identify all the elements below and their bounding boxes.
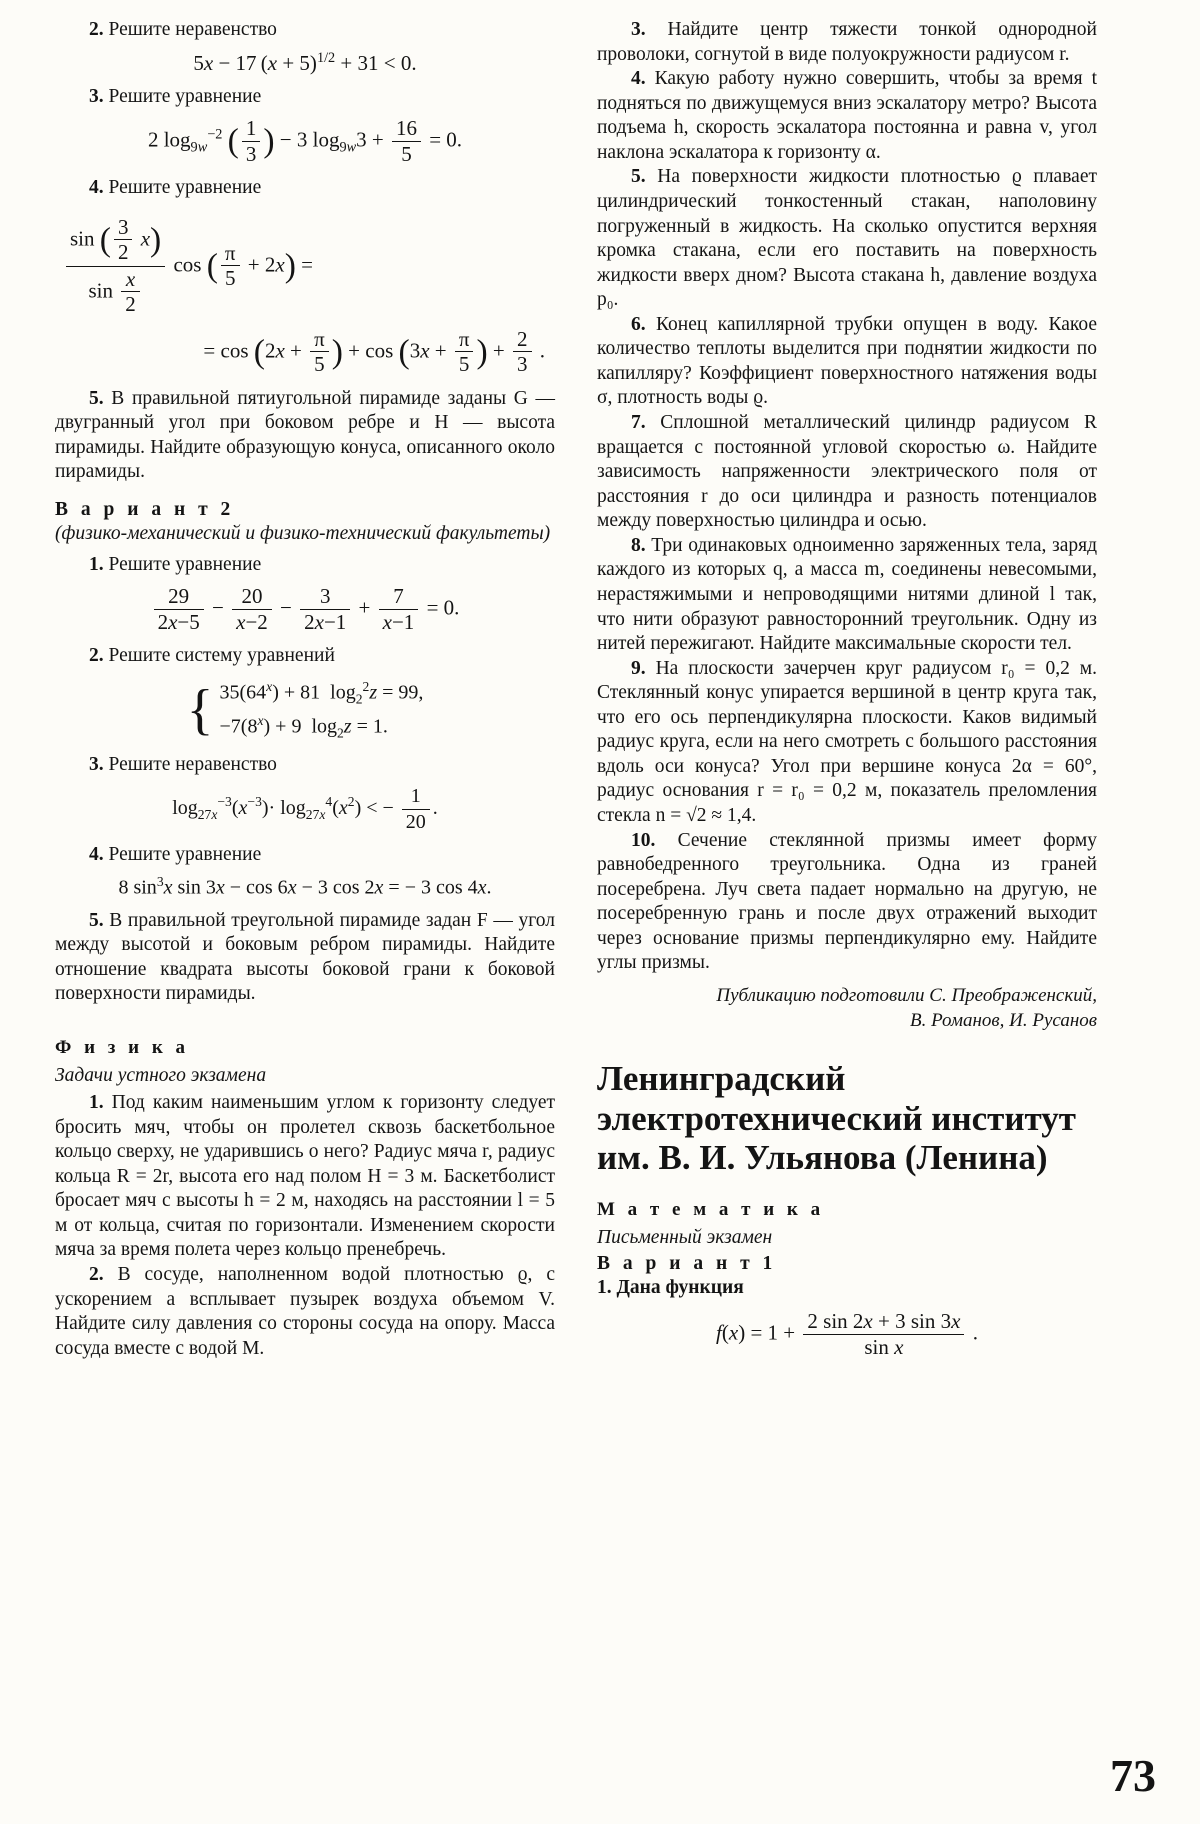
variant-title: В а р и а н т 2 bbox=[55, 498, 235, 520]
problem-number: 9. bbox=[631, 657, 646, 679]
right-column bbox=[597, 18, 1097, 1369]
task-1-label: 1. Дана функция bbox=[597, 1276, 744, 1298]
problem-text: Какую работу нужно совершить, чтобы за время t подняться по движущемуся вниз эскалатору метро? Высота подъема h, скорость эскалатора постоянна и равна v, угол наклона эскалатора к горизонту α. bbox=[597, 68, 1097, 163]
variant-problem-2 bbox=[55, 644, 555, 669]
credit-line-2: В. Романов, И. Русанов bbox=[910, 1009, 1097, 1031]
problem-number: 5. bbox=[89, 387, 104, 409]
formula-right-task-1: f(x) = 1 + $\frac{2 \sin 2x + 3 \sin 3x}{\text{sin x}}$ . bbox=[716, 1308, 978, 1359]
problem-number: 3. bbox=[89, 85, 104, 107]
physics-problem-2 bbox=[55, 1263, 555, 1361]
variant-subtitle: (физико-механический и физико-технический факультеты) bbox=[55, 523, 551, 545]
problem-text: В правильной пятиугольной пирамиде заданы G — двугранный угол при боковом ребре и H — высота пирамиды. Найдите образующую конуса, описанного около пирамиды. bbox=[55, 387, 555, 483]
problem-text: Конец капиллярной трубки опущен в воду. Какое количество теплоты выделится при поднятии жидкости по капилляру? Коэффициент поверхностного натяжения воды σ, плотность воды ϱ. bbox=[597, 313, 1097, 409]
problem-text: Решите неравенство bbox=[108, 754, 277, 776]
variant-label: В а р и а н т 1 bbox=[597, 1252, 777, 1274]
problem-4 bbox=[55, 176, 555, 201]
physics-problem-3 bbox=[597, 18, 1097, 67]
physics-problem-7 bbox=[597, 411, 1097, 534]
problem-text: Решите уравнение bbox=[108, 553, 262, 575]
problem-text: В сосуде, наполненном водой плотностью ϱ, с ускорением a всплывает пузырек воздуха объемом V. Найдите силу давления со стороны сосуда на опору. Масса сосуда вместе с водой M. bbox=[55, 1263, 555, 1359]
problem-number: 7. bbox=[631, 412, 646, 433]
formula-variant-3: $\log_{27x}^{-3}(x^{-3})\cdot \log_{27x}^4(x^2)$ < − $\frac{1}{20}$ . bbox=[172, 784, 438, 833]
problem-number: 10. bbox=[631, 829, 656, 851]
problem-text: Решите неравенство bbox=[108, 19, 277, 40]
problem-text: Три одинаковых одноименно заряженных тела, заряд каждого из которых q, а масса m, соединены невесомыми, нерастяжимыми и непроводящими нитями длиной l так, что нити образуют равносторонний треугольник. Одну из нитей пережигают. Найдите максимальные скорости тел. bbox=[597, 534, 1097, 655]
credit-line-1: Публикацию подготовили С. Преображенский, bbox=[716, 984, 1097, 1006]
problem-text: На плоскости зачерчен круг радиусом r₀ = 0,2 м. Стеклянный конус упирается вершиной в центр круга так, что его ось перпендикулярна плоскости. Каков видимый радиус круга, если на него смотреть с большого расстояния вдоль оси конуса? Угол при вершине конуса 2α = 60°, радиус основания r = r₀ = 0,2 м, показатель преломления стекла n = √2 ≈ 1,4. bbox=[597, 657, 1097, 826]
problem-number: 3. bbox=[89, 754, 104, 776]
formula-left-4a: sin ( $\frac{3}{2}$ x) sin $\frac{x}{2}$ cos ( $\frac{\pi}{5}$ + 2x) = bbox=[55, 215, 555, 318]
problem-text: На поверхности жидкости плотностью ϱ плавает цилиндрический тонкостенный стакан, наполовину погруженный в жидкость. На сколько опустится верхняя кромка стакана, если его поставить на поверхность жидкости вверх дном? Высота стакана h, давление воздуха p₀. bbox=[597, 166, 1097, 311]
exam-type: Письменный экзамен bbox=[597, 1226, 773, 1248]
physics-problem-5 bbox=[597, 165, 1097, 312]
formula-variant-4: 8 $\sin^3x$ sin 3x − cos 6x − 3 cos 2x = − 3 cos 4x. bbox=[118, 874, 492, 899]
problem-number: 5. bbox=[631, 166, 646, 188]
problem-3 bbox=[55, 85, 555, 110]
page-number: 73 bbox=[1110, 1750, 1156, 1801]
problem-text: Под каким наименьшим углом к горизонту следует бросить мяч, чтобы он пролетел сквозь баскетбольное кольцо сверху, не ударившись о него? Радиус мяча r, радиус кольца R = 2r, высота его над полом H = 3 м. Баскетболист бросает мяч с высоты h = 2 м, находясь на расстоянии l = 5 м от кольца, считая по горизонтали. Изменением скорости мяча за время полета через кольцо пренебречь. bbox=[55, 1092, 555, 1261]
problem-text: Сплошной металлический цилиндр радиусом R вращается с постоянной угловой скоростью ω. Найдите зависимость напряженности электрического поля от расстояния r до оси цилиндра и разность потенциалов между поверхностью цилиндра и осью. bbox=[597, 412, 1097, 532]
problem-number: 4. bbox=[89, 177, 104, 199]
formula-variant-2: { $35(64^x) + 81$ $\log_2^2z = 99$, $-7(8^x) + 9$ $\log_2z = 1$. bbox=[186, 678, 424, 741]
problem-text: Решите уравнение bbox=[108, 177, 262, 199]
math-heading: М а т е м а т и к а bbox=[597, 1198, 825, 1220]
left-column bbox=[55, 18, 555, 1361]
physics-problem-9 bbox=[597, 657, 1097, 829]
physics-problem-4 bbox=[597, 67, 1097, 165]
problem-text: В правильной треугольной пирамиде задан F — угол между высотой и боковым ребром пирамиды. Найдите отношение квадрата высоты боковой грани к боковой поверхности пирамиды. bbox=[55, 909, 555, 1005]
problem-text: Найдите центр тяжести тонкой однородной проволоки, согнутой в виде полуокружности радиусом r. bbox=[597, 19, 1097, 65]
variant-problem-4 bbox=[55, 843, 555, 868]
variant-problem-5 bbox=[55, 909, 555, 1007]
problem-number: 2. bbox=[89, 1263, 104, 1285]
problem-number: 4. bbox=[631, 68, 646, 90]
problem-2 bbox=[55, 18, 555, 43]
physics-problem-1 bbox=[55, 1091, 555, 1263]
problem-text: Решите систему уравнений bbox=[108, 645, 335, 667]
variant-2-block bbox=[55, 498, 555, 547]
physics-subheading: Задачи устного экзамена bbox=[55, 1065, 267, 1087]
problem-number: 1. bbox=[89, 553, 104, 575]
problem-5 bbox=[55, 387, 555, 485]
problem-text: Сечение стеклянной призмы имеет форму равнобедренного треугольника. Одна из граней посеребрена. Луч света падает нормально на другую, не посеребренную грань и после двух отражений выходит через основание призмы перпендикулярно ему. Найдите углы призмы. bbox=[597, 829, 1098, 974]
variant-problem-3 bbox=[55, 753, 555, 778]
problem-number: 2. bbox=[89, 19, 104, 40]
formula-variant-1: $\frac{29}{2x-5}$ − $\frac{20}{x-2}$ − $\frac{3}{2x-1}$ + $\frac{7}{x-1}$ = 0. bbox=[55, 584, 555, 635]
problem-text: Решите уравнение bbox=[108, 843, 262, 865]
problem-text: Решите уравнение bbox=[108, 85, 262, 107]
problem-number: 5. bbox=[89, 909, 104, 931]
physics-problem-6 bbox=[597, 313, 1097, 411]
two-column-layout bbox=[55, 18, 1160, 1369]
credit-block bbox=[597, 984, 1097, 1033]
formula-left-2: 5x − 17 $(x + 5)^{1/2} + 31 < 0$. bbox=[193, 49, 417, 75]
problem-number: 3. bbox=[631, 19, 646, 40]
problem-number: 8. bbox=[631, 534, 646, 556]
problem-number: 6. bbox=[631, 313, 646, 335]
physics-heading: Ф и з и к а bbox=[55, 1037, 190, 1059]
institute-title: Ленинградский электротехнический институт им. В. И. Ульянова (Ленина) bbox=[597, 1059, 1076, 1177]
physics-problem-10 bbox=[597, 829, 1097, 976]
problem-number: 2. bbox=[89, 645, 104, 667]
variant-problem-1 bbox=[55, 553, 555, 578]
problem-number: 4. bbox=[89, 843, 104, 865]
formula-left-3: 2 $\log_{9w}^{-2}$ ( $\frac{1}{3}$ ) − 3 $\log_{9w}3$ + $\frac{16}{5}$ = 0. bbox=[147, 116, 463, 166]
physics-problem-8 bbox=[597, 534, 1097, 657]
formula-left-4b: = cos (2x + $\frac{\pi}{5}$ ) + cos (3x + $\frac{\pi}{5}$ ) + $\frac{2}{3}$ . bbox=[203, 326, 545, 377]
problem-number: 1. bbox=[89, 1092, 104, 1114]
